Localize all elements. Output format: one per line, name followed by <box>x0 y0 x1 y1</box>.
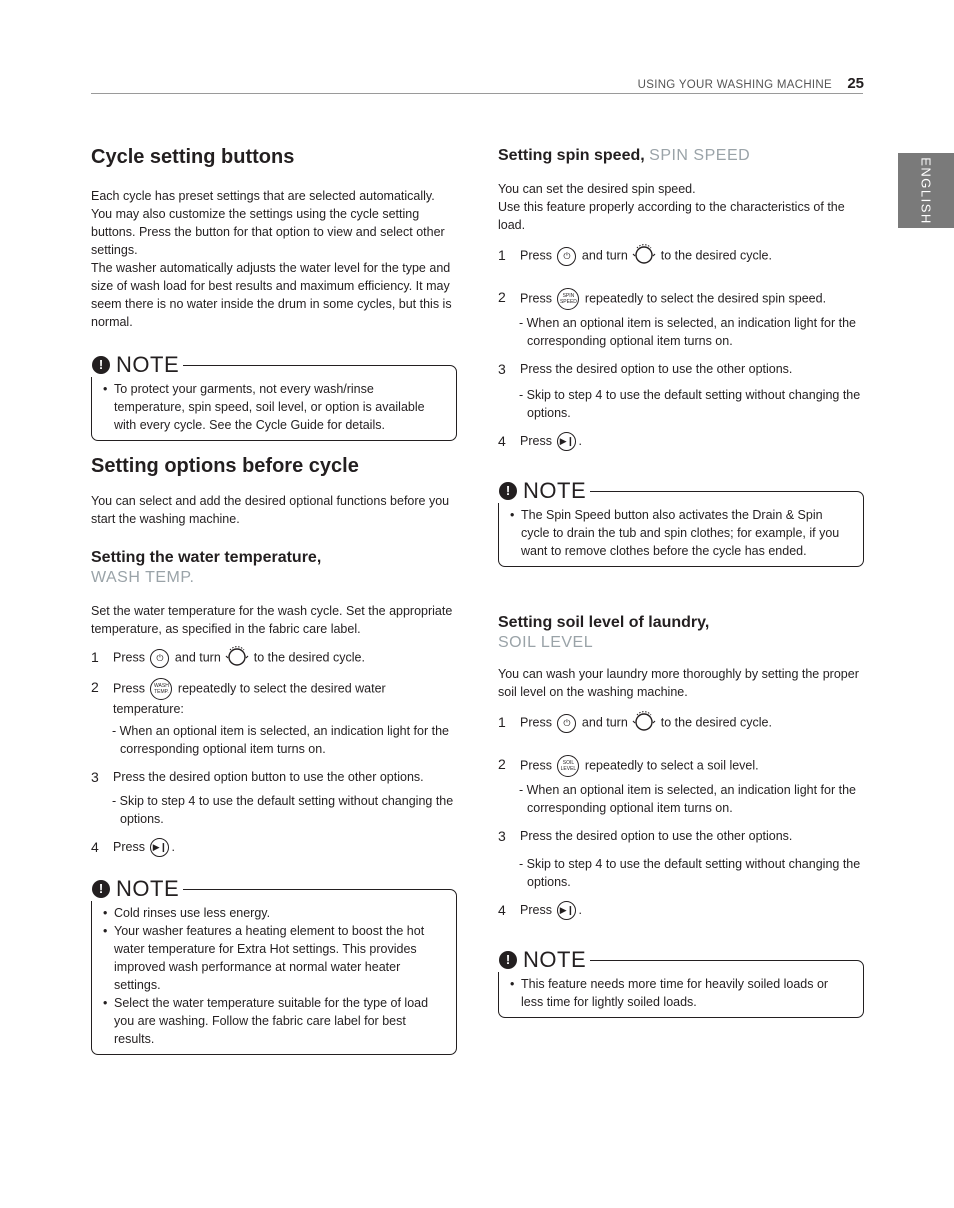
note-item: • Your washer features a heating element to boost the hot water temperature for Extra Hot settings. This provides improved wash performance at normal water heater settings. <box>114 922 444 994</box>
step-text: Press <box>520 903 552 918</box>
note-item: • Cold rinses use less energy. <box>114 904 444 922</box>
step-number: 1 <box>498 247 506 263</box>
step-number: 3 <box>498 828 506 845</box>
step-text: Press <box>113 650 145 665</box>
step-text: to the desired cycle. <box>660 715 772 730</box>
note-header <box>495 479 590 503</box>
step-text: Press <box>113 840 145 854</box>
spin-speed-title <box>498 146 864 166</box>
left-column <box>91 146 457 1055</box>
step-text: to the desired cycle. <box>660 248 772 263</box>
note-header <box>495 948 590 972</box>
step-text: Press <box>520 434 552 448</box>
soil-step-3 <box>498 827 864 845</box>
step-text: Press <box>520 715 552 730</box>
spin-speed-button-top: SPIN <box>562 293 575 299</box>
exclamation-icon: ! <box>499 951 517 969</box>
exclamation-icon: ! <box>92 880 110 898</box>
spin-step-2 <box>498 288 864 310</box>
setting-options-paragraph: You can select and add the desired optional functions before you start the washing machine. <box>91 494 450 526</box>
cycle-setting-paragraph-2: The washer automatically adjusts the water level for the type and size of wash load for best results and maximum efficiency. It may seem there is no water inside the drum in some cycles, but this is normal. <box>91 261 452 329</box>
spin-speed-label: SPIN SPEED <box>649 147 751 164</box>
cycle-setting-paragraph-1: Each cycle has preset settings that are selected automatically. You may also customize the settings using the cycle setting buttons. Press the button for that option to view and select other settings. <box>91 189 445 257</box>
soil-step-1 <box>498 713 864 733</box>
temp-step-2-sub: - When an optional item is selected, an indication light for the corresponding optional item turns on. <box>112 724 449 756</box>
spin-step-3 <box>498 360 864 378</box>
exclamation-icon: ! <box>92 356 110 374</box>
wash-temp-label: WASH TEMP. <box>91 569 195 586</box>
temp-step-4: 4 Press ▶❙ . <box>91 838 457 857</box>
step-number: 2 <box>498 756 506 773</box>
language-tab <box>898 153 954 228</box>
spin-step-3-sub: - Skip to step 4 to use the default setting without changing the options. <box>519 388 861 420</box>
note-title: NOTE <box>116 876 180 902</box>
step-text: Press <box>520 291 552 306</box>
step-text: to the desired cycle. <box>253 650 365 665</box>
step-number: 4 <box>498 433 506 449</box>
temp-step-3-sub: - Skip to step 4 to use the default setting without changing the options. <box>112 794 454 826</box>
water-temp-title: Setting the water temperature, <box>91 549 322 566</box>
note-box-water-temp <box>91 876 457 1055</box>
step-number: 2 <box>91 679 99 695</box>
spin-step-1 <box>498 246 864 266</box>
spin-step-4: 4 Press ▶❙ . <box>498 432 864 451</box>
step-text: repeatedly to select the desired spin speed. <box>584 291 827 306</box>
step-text: repeatedly to select the desired water temperature: <box>113 681 386 716</box>
step-text: and turn <box>581 715 628 730</box>
spin-speed-title-text: Setting spin speed, <box>498 147 645 164</box>
soil-step-2-sub: - When an optional item is selected, an indication light for the corresponding optional item turns on. <box>519 783 856 816</box>
header-divider <box>91 93 863 94</box>
note-list <box>509 975 851 1011</box>
soil-level-paragraph: You can wash your laundry more thoroughly by setting the proper soil level on the washing machine. <box>498 667 859 700</box>
spin-speed-button-bottom: SPEED <box>559 299 577 305</box>
step-text: Press the desired option to use the other options. <box>520 829 793 844</box>
note-title: NOTE <box>523 478 587 504</box>
soil-level-button-icon <box>557 755 579 777</box>
note-header <box>88 353 183 377</box>
step-number: 3 <box>498 361 506 377</box>
temp-step-3 <box>91 768 457 786</box>
power-button-icon: ⏻ <box>150 649 169 668</box>
spin-step-2-sub: - When an optional item is selected, an indication light for the corresponding optional item turns on. <box>519 316 856 348</box>
step-number: 4 <box>498 902 506 919</box>
note-item: • This feature needs more time for heavily soiled loads or less time for lightly soiled loads. <box>521 975 851 1011</box>
step-text: and turn <box>581 248 628 263</box>
language-tab-label: ENGLISH <box>918 156 934 225</box>
step-number: 1 <box>498 714 506 731</box>
note-box-spin <box>498 478 864 567</box>
soil-step-4: 4 Press ▶❙ . <box>498 901 864 920</box>
soil-step-2 <box>498 755 864 777</box>
page-number: 25 <box>847 75 864 92</box>
note-box-garments <box>91 352 457 441</box>
cycle-setting-title: Cycle setting buttons <box>91 146 295 168</box>
note-list <box>509 506 851 560</box>
soil-level-button-bottom: LEVEL <box>560 766 577 773</box>
step-number: 3 <box>91 769 99 785</box>
cycle-dial-icon <box>632 242 656 266</box>
step-number: 1 <box>91 649 99 665</box>
note-header <box>88 877 183 901</box>
step-text: Press <box>520 758 552 773</box>
start-pause-button-icon: ▶❙ <box>150 838 169 857</box>
wash-temp-button-top: WASH <box>154 683 169 689</box>
soil-level-button-top: SOIL <box>562 760 575 767</box>
temp-step-1 <box>91 648 457 668</box>
start-pause-button-icon: ▶❙ <box>557 432 576 451</box>
step-number: 4 <box>91 839 99 855</box>
step-text: Press the desired option to use the other options. <box>520 362 793 376</box>
step-number: 2 <box>498 289 506 305</box>
wash-temp-button-icon <box>150 678 172 700</box>
power-button-icon: ⏻ <box>557 714 576 733</box>
spin-speed-button-icon <box>557 288 579 310</box>
spin-speed-paragraph: You can set the desired spin speed. Use this feature properly according to the characteristics of the load. <box>498 182 845 232</box>
note-title: NOTE <box>116 352 180 377</box>
soil-step-3-sub: - Skip to step 4 to use the default setting without changing the options. <box>519 857 861 890</box>
note-item: • The Spin Speed button also activates the Drain & Spin cycle to drain the tub and spin clothes; for example, if you want to remove clothes before the cycle has ended. <box>521 506 851 560</box>
exclamation-icon: ! <box>499 482 517 500</box>
note-list <box>102 380 444 434</box>
note-item: • Select the water temperature suitable for the type of load you are washing. Follow the fabric care label for best results. <box>114 994 444 1048</box>
step-text: and turn <box>174 650 221 665</box>
note-item: • To protect your garments, not every wash/rinse temperature, spin speed, soil level, or option is available with every cycle. See the Cycle Guide for details. <box>114 380 444 434</box>
soil-level-label: SOIL LEVEL <box>498 634 594 652</box>
setting-options-title: Setting options before cycle <box>91 455 359 477</box>
wash-temp-button-bottom: TEMP. <box>154 689 169 695</box>
note-box-soil <box>498 947 864 1018</box>
water-temp-paragraph: Set the water temperature for the wash cycle. Set the appropriate temperature, as specified in the fabric care label. <box>91 604 453 636</box>
step-text: Press <box>520 248 552 263</box>
step-text: repeatedly to select a soil level. <box>584 758 759 773</box>
running-header-section: USING YOUR WASHING MACHINE <box>637 79 832 91</box>
right-column <box>498 146 864 1018</box>
note-list <box>102 904 444 1048</box>
power-button-icon: ⏻ <box>557 247 576 266</box>
step-text: Press the desired option button to use the other options. <box>113 770 424 784</box>
cycle-dial-icon <box>632 709 656 733</box>
note-title: NOTE <box>523 947 587 973</box>
soil-level-title: Setting soil level of laundry, <box>498 614 710 632</box>
start-pause-button-icon: ▶❙ <box>557 901 576 920</box>
step-text: Press <box>113 681 145 696</box>
cycle-dial-icon <box>225 644 249 668</box>
temp-step-2 <box>91 678 457 718</box>
